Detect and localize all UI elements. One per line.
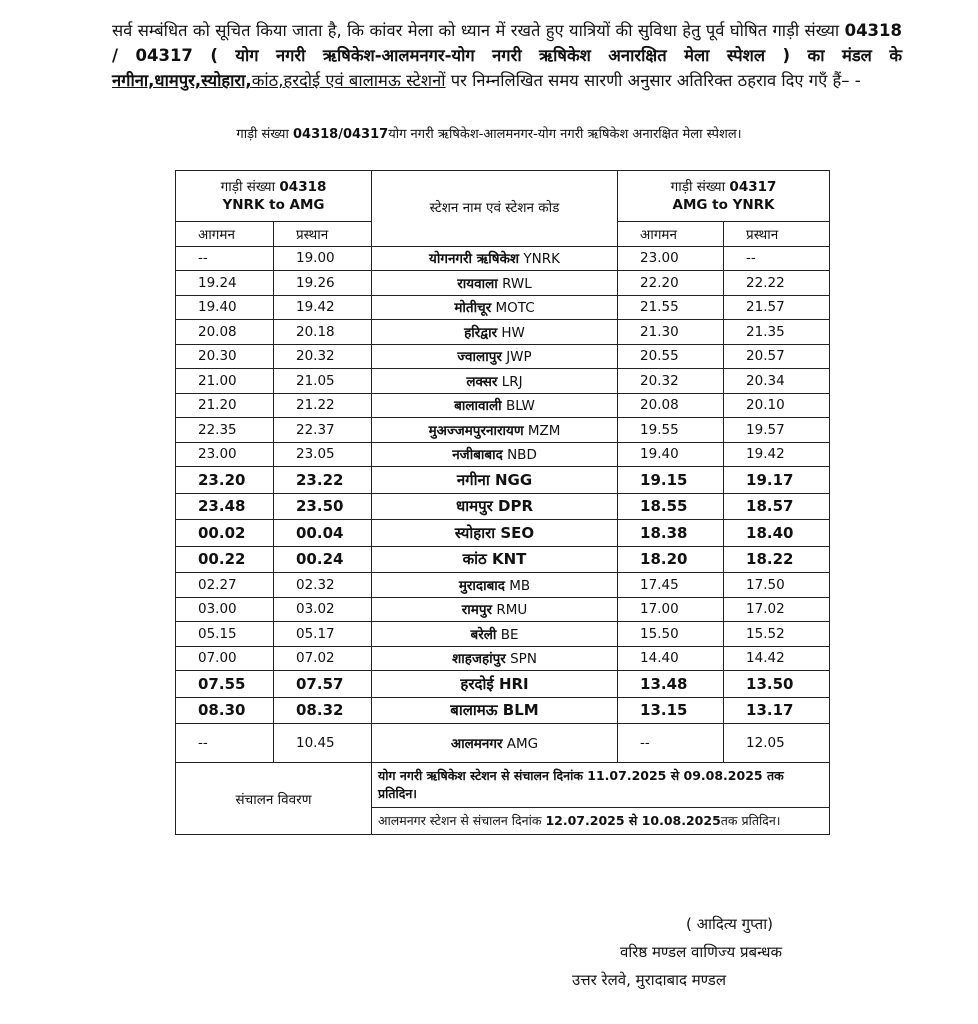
station-name: धामपुर	[456, 497, 493, 516]
arrival-time-04317: 20.55	[618, 344, 724, 369]
subtitle-train-number: 04318/04317	[292, 127, 389, 142]
arrival-time-04318: --	[176, 724, 274, 763]
table-row	[176, 320, 830, 345]
station-name: बालावाली	[454, 398, 502, 415]
station-cell	[372, 246, 618, 271]
departure-time-04318: 08.32	[274, 697, 372, 724]
station-name: बालामऊ	[450, 701, 498, 720]
station-code: SEO	[500, 523, 535, 542]
operation-detail-1: योग नगरी ऋषिकेश स्टेशन से संचालन दिनांक 11.07.2025 से 09.08.2025 तक प्रतिदिन।	[372, 763, 830, 808]
arrival-time-04318: 03.00	[176, 597, 274, 622]
arrival-time-04318: 23.20	[176, 467, 274, 494]
departure-time-04317: --	[724, 246, 830, 271]
arrival-time-04317: 20.32	[618, 369, 724, 394]
arrival-time-04317: 21.55	[618, 295, 724, 320]
subtitle-prefix: गाड़ी संख्या	[236, 127, 289, 142]
departure-time-04318: 03.02	[274, 597, 372, 622]
arrival-time-04317: 19.40	[618, 442, 724, 467]
table-row	[176, 622, 830, 647]
departure-time-04317: 19.42	[724, 442, 830, 467]
departure-time-04317: 19.57	[724, 418, 830, 443]
station-name: ज्वालापुर	[457, 349, 502, 366]
station-code: MB	[509, 577, 531, 594]
station-cell	[372, 646, 618, 671]
departure-time-04318: 23.05	[274, 442, 372, 467]
departure-time-04318: 23.50	[274, 493, 372, 520]
departure-header-left: प्रस्थान	[274, 222, 372, 247]
table-row	[176, 493, 830, 520]
departure-time-04318: 07.02	[274, 646, 372, 671]
station-cell	[372, 671, 618, 698]
arrival-time-04317: 13.48	[618, 671, 724, 698]
arrival-time-04318: 19.24	[176, 271, 274, 296]
operation-detail-2: आलमनगर स्टेशन से संचालन दिनांक 12.07.2025 से 10.08.2025तक प्रतिदिन।	[372, 808, 830, 835]
departure-time-04318: 19.00	[274, 246, 372, 271]
station-name: कांठ	[462, 550, 487, 569]
station-code: YNRK	[523, 251, 560, 268]
departure-time-04317: 18.22	[724, 546, 830, 573]
departure-time-04317: 22.22	[724, 271, 830, 296]
departure-time-04317: 21.35	[724, 320, 830, 345]
arrival-time-04318: 05.15	[176, 622, 274, 647]
station-cell	[372, 573, 618, 598]
right-train-header: गाड़ी संख्या 04317 AMG to YNRK	[618, 171, 830, 222]
arrival-time-04317: 17.45	[618, 573, 724, 598]
departure-time-04317: 20.57	[724, 344, 830, 369]
station-column-header: स्टेशन नाम एवं स्टेशन कोड	[372, 171, 618, 247]
departure-time-04318: 21.05	[274, 369, 372, 394]
intro-stations-rest: कांठ,हरदोई एवं बालामऊ स्टेशनों	[251, 71, 446, 90]
station-name: शाहजहांपुर	[452, 651, 506, 668]
station-name: नजीबाबाद	[452, 447, 503, 464]
station-code: MOTC	[495, 300, 535, 317]
arrival-time-04317: 18.55	[618, 493, 724, 520]
station-name: आलमनगर	[450, 736, 503, 752]
station-cell	[372, 493, 618, 520]
station-cell	[372, 697, 618, 724]
arrival-time-04318: 20.08	[176, 320, 274, 345]
table-row	[176, 467, 830, 494]
arrival-time-04318: 08.30	[176, 697, 274, 724]
table-row	[176, 597, 830, 622]
departure-time-04317: 17.02	[724, 597, 830, 622]
arrival-time-04317: 20.08	[618, 393, 724, 418]
station-name: योगनगरी ऋषिकेश	[429, 251, 520, 268]
table-subtitle	[0, 124, 978, 142]
arrival-time-04318: 07.00	[176, 646, 274, 671]
station-code: NGG	[494, 470, 533, 489]
arrival-time-04317: --	[618, 724, 724, 763]
arrival-time-04318: 02.27	[176, 573, 274, 598]
departure-time-04317: 17.50	[724, 573, 830, 598]
arrival-time-04317: 19.55	[618, 418, 724, 443]
arrival-time-04317: 18.38	[618, 520, 724, 547]
station-cell	[372, 597, 618, 622]
intro-train-details: 04318 / 04317 ( योग नगरी ऋषिकेश-आलमनगर-योग नगरी ऋषिकेश अनारक्षित मेला स्पेशल ) का मंडल के	[112, 21, 902, 65]
arrival-time-04317: 19.15	[618, 467, 724, 494]
station-cell	[372, 295, 618, 320]
station-code: BE	[500, 626, 519, 643]
table-row	[176, 520, 830, 547]
departure-time-04317: 18.57	[724, 493, 830, 520]
departure-time-04317: 14.42	[724, 646, 830, 671]
timetable	[175, 170, 830, 835]
station-cell	[372, 271, 618, 296]
arrival-time-04318: 23.48	[176, 493, 274, 520]
table-row	[176, 344, 830, 369]
departure-time-04317: 15.52	[724, 622, 830, 647]
table-header-row	[176, 171, 830, 222]
station-name: लक्सर	[466, 373, 498, 390]
station-code: KNT	[491, 550, 527, 569]
station-cell	[372, 393, 618, 418]
station-cell	[372, 369, 618, 394]
table-row	[176, 546, 830, 573]
station-cell	[372, 467, 618, 494]
station-name: हरिद्वार	[464, 324, 498, 341]
departure-time-04318: 07.57	[274, 671, 372, 698]
table-row	[176, 369, 830, 394]
station-name: बरेली	[470, 626, 497, 643]
departure-header-right: प्रस्थान	[724, 222, 830, 247]
departure-time-04318: 23.22	[274, 467, 372, 494]
station-code: LRJ	[501, 373, 523, 390]
arrival-time-04317: 18.20	[618, 546, 724, 573]
departure-time-04318: 20.32	[274, 344, 372, 369]
arrival-time-04318: 21.20	[176, 393, 274, 418]
table-row	[176, 295, 830, 320]
departure-time-04317: 18.40	[724, 520, 830, 547]
signature-name: ( आदित्य गुप्ता)	[686, 915, 773, 933]
station-name: हरदोई	[460, 674, 494, 693]
table-row	[176, 393, 830, 418]
arrival-time-04317: 22.20	[618, 271, 724, 296]
station-cell	[372, 344, 618, 369]
departure-time-04318: 19.42	[274, 295, 372, 320]
arrival-time-04317: 21.30	[618, 320, 724, 345]
departure-time-04318: 19.26	[274, 271, 372, 296]
station-cell	[372, 724, 618, 763]
station-name: नगीना	[456, 470, 490, 489]
intro-paragraph	[112, 18, 902, 93]
station-cell	[372, 320, 618, 345]
arrival-header-left: आगमन	[176, 222, 274, 247]
departure-time-04317: 20.10	[724, 393, 830, 418]
table-row	[176, 724, 830, 763]
table-row	[176, 246, 830, 271]
station-name: रामपुर	[461, 602, 493, 619]
intro-text: सर्व सम्बंधित को सूचित किया जाता है, कि कांवर मेला को ध्यान में रखते हुए यात्रियों की सुविधा हेतु पूर्व घोषित गाड़ी संख्या	[112, 21, 840, 40]
station-code: JWP	[506, 349, 532, 366]
intro-end: पर निम्नलिखित समय सारणी अनुसार अतिरिक्त ठहराव दिए गएँ हैं– -	[450, 71, 861, 90]
station-code: SPN	[510, 651, 537, 668]
intro-stations-bold: नगीना,धामपुर,स्योहारा,	[112, 71, 252, 90]
arrival-time-04318: 23.00	[176, 442, 274, 467]
table-row	[176, 671, 830, 698]
station-code: RWL	[502, 275, 532, 292]
station-code: DPR	[498, 497, 533, 516]
departure-time-04318: 10.45	[274, 724, 372, 763]
arrival-time-04317: 15.50	[618, 622, 724, 647]
station-name: स्योहारा	[454, 523, 496, 542]
departure-time-04317: 13.17	[724, 697, 830, 724]
station-cell	[372, 418, 618, 443]
table-row	[176, 573, 830, 598]
operation-label: संचालन विवरण	[176, 763, 372, 835]
station-code: BLW	[505, 398, 535, 415]
departure-time-04318: 00.04	[274, 520, 372, 547]
arrival-time-04318: 20.30	[176, 344, 274, 369]
arrival-time-04317: 23.00	[618, 246, 724, 271]
station-code: MZM	[527, 422, 561, 439]
table-row	[176, 442, 830, 467]
table-row	[176, 271, 830, 296]
departure-time-04317: 19.17	[724, 467, 830, 494]
arrival-time-04318: 22.35	[176, 418, 274, 443]
station-code: NBD	[507, 447, 537, 464]
station-code: HW	[501, 324, 525, 341]
station-code: AMG	[506, 736, 539, 752]
departure-time-04317: 20.34	[724, 369, 830, 394]
departure-time-04317: 21.57	[724, 295, 830, 320]
subtitle-rest: योग नगरी ऋषिकेश-आलमनगर-योग नगरी ऋषिकेश अनारक्षित मेला स्पेशल।	[388, 127, 742, 142]
table-row	[176, 418, 830, 443]
arrival-time-04318: 07.55	[176, 671, 274, 698]
departure-time-04318: 00.24	[274, 546, 372, 573]
station-name: मोतीचूर	[454, 300, 492, 317]
departure-time-04318: 02.32	[274, 573, 372, 598]
station-cell	[372, 622, 618, 647]
departure-time-04318: 20.18	[274, 320, 372, 345]
arrival-time-04318: 00.22	[176, 546, 274, 573]
arrival-header-right: आगमन	[618, 222, 724, 247]
station-cell	[372, 442, 618, 467]
arrival-time-04317: 17.00	[618, 597, 724, 622]
left-train-header: गाड़ी संख्या 04318 YNRK to AMG	[176, 171, 372, 222]
table-row	[176, 646, 830, 671]
table-row	[176, 697, 830, 724]
operation-row-1	[176, 763, 830, 808]
departure-time-04318: 05.17	[274, 622, 372, 647]
station-cell	[372, 546, 618, 573]
signature-office: उत्तर रेलवे, मुरादाबाद मण्डल	[572, 971, 726, 989]
station-name: रायवाला	[457, 275, 498, 292]
arrival-time-04318: 21.00	[176, 369, 274, 394]
station-name: मुरादाबाद	[458, 577, 505, 594]
signature-designation: वरिष्ठ मण्डल वाणिज्य प्रबन्धक	[620, 943, 783, 961]
arrival-time-04317: 13.15	[618, 697, 724, 724]
station-code: HRI	[498, 674, 529, 693]
station-cell	[372, 520, 618, 547]
departure-time-04317: 13.50	[724, 671, 830, 698]
arrival-time-04318: --	[176, 246, 274, 271]
arrival-time-04317: 14.40	[618, 646, 724, 671]
station-code: BLM	[502, 701, 539, 720]
departure-time-04318: 21.22	[274, 393, 372, 418]
arrival-time-04318: 00.02	[176, 520, 274, 547]
departure-time-04318: 22.37	[274, 418, 372, 443]
station-name: मुअज्जमपुरनारायण	[428, 422, 524, 439]
station-code: RMU	[496, 602, 528, 619]
arrival-time-04318: 19.40	[176, 295, 274, 320]
departure-time-04317: 12.05	[724, 724, 830, 763]
